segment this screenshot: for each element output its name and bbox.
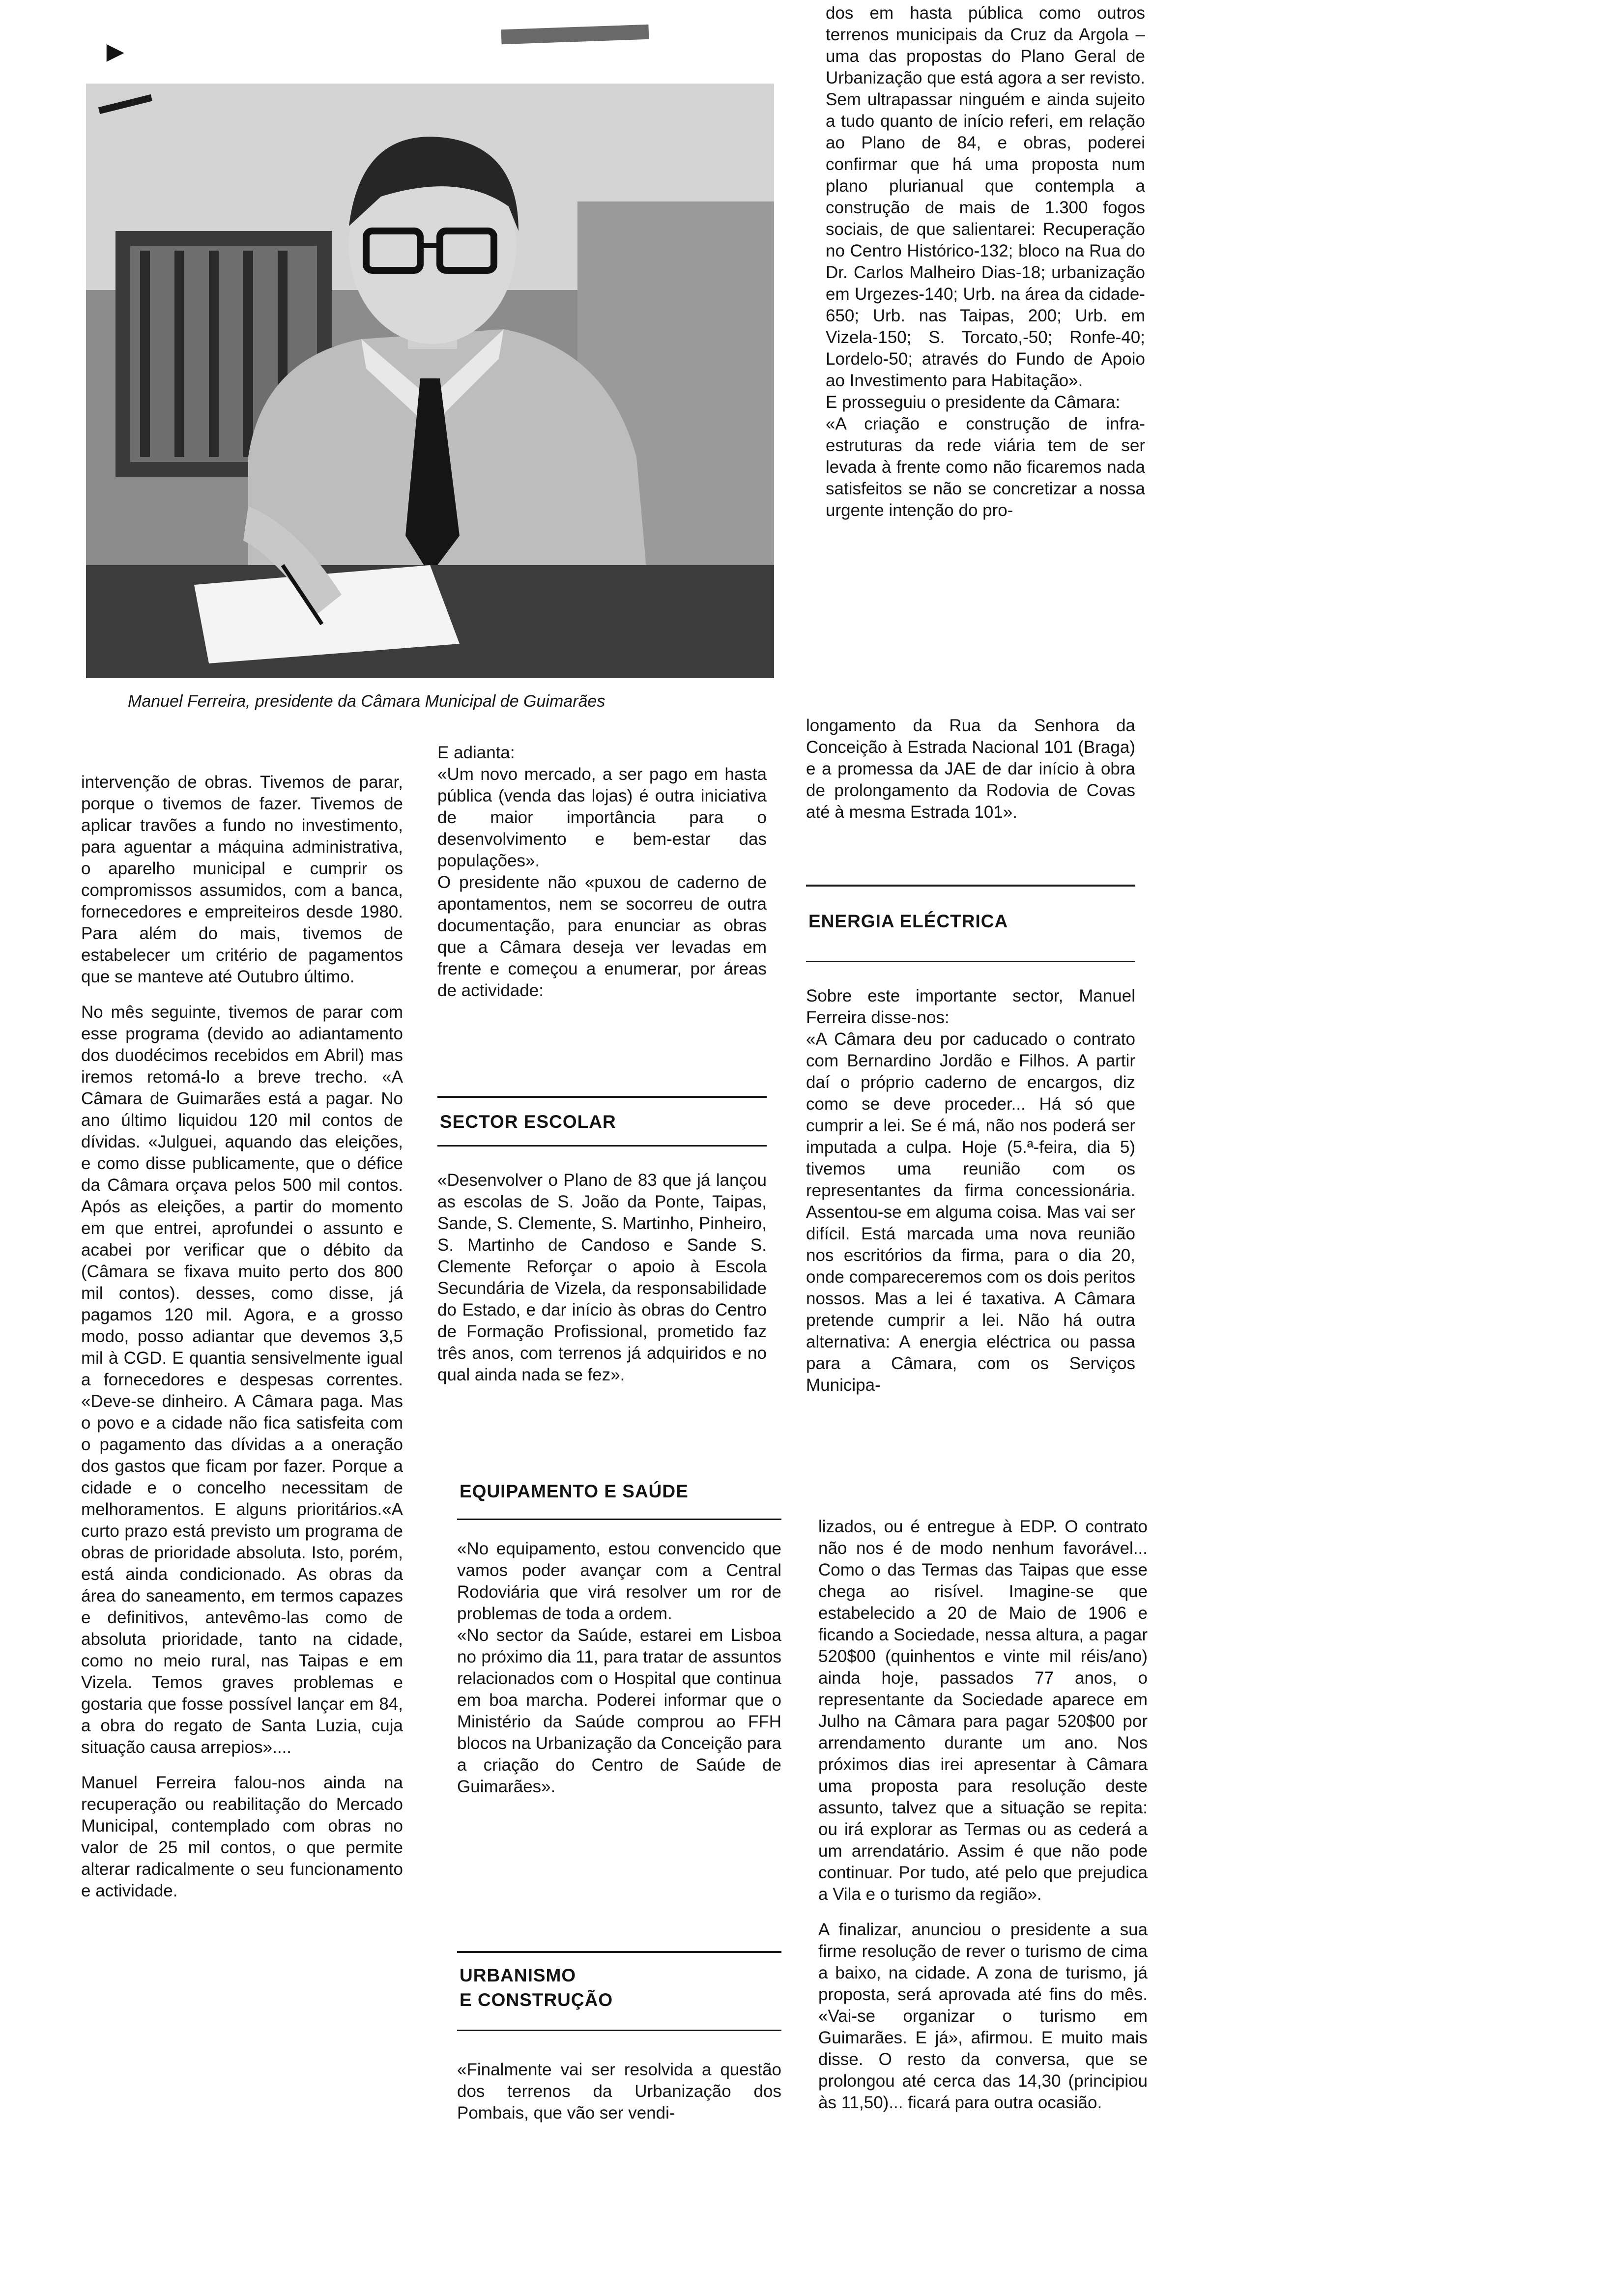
column-3-continued — [806, 715, 1135, 877]
urbanismo-text — [457, 2059, 781, 2157]
energia-text — [806, 985, 1135, 1477]
section-heading: E CONSTRUÇÃO — [460, 1990, 613, 2010]
paragraph: «Finalmente vai ser resolvida a questão dos terrenos da Urbanização dos Pombais, que vão ser vendi- — [457, 2060, 781, 2123]
section-heading: ENERGIA ELÉCTRICA — [808, 911, 1008, 931]
paragraph: O presidente não «puxou de caderno de apontamentos, nem se socorreu de outra documentação, para enunciar as obras que a Câmara deseja ver levadas em frente e começou a enumerar, por áreas de actividade: — [437, 873, 767, 1000]
paragraph: lizados, ou é entregue à EDP. O contrato não nos é de modo nenhum favorável... Como o das Termas das Taipas que esse chega ao risível. Imagine-se que estabelecido a 20 de Maio de 1906 e ficando a Sociedade, nessa altura, a pagar 520$00 (quinhentos e vinte mil réis/ano) ainda hoje, passados 77 anos, o representante da Sociedade aparece em Julho na Câmara para pagar 520$00 por arrendamento durante um ano. Nos próximos dias irei apresentar à Câmara uma proposta para resolução deste assunto, talvez que a situação se repita: ou irá explorar as Termas ou as cederá a um arrendatário. Assim é que não pode continuar. Por tudo, até pelo que prejudica a Vila e o turismo da região». — [818, 1517, 1148, 1904]
paragraph: intervenção de obras. Tivemos de parar, porque o tivemos de fazer. Tivemos de aplicar travões a fundo no investimento, para aguentar a máquina administrativa, o aparelho municipal e cumprir os compromissos assumidos, com a banca, fornecedores e empreiteiros desde 1980. Para além do mais, tivemos de estabelecer um critério de pagamentos que se manteve até Outubro último. — [81, 773, 403, 986]
paragraph: A finalizar, anunciou o presidente a sua firme resolução de rever o turismo de cima a baixo, na cidade. A zona de turismo, já proposta, será aprovada até fins do mês. «Vai-se organizar o turismo em Guimarães. E já», afirmou. E muito mais disse. O resto da conversa, que se prolongou até cerca das 14,30 (principiou às 11,50)... ficará para outra ocasião. — [818, 1920, 1148, 2112]
section-rule — [437, 1096, 767, 1098]
paragraph: No mês seguinte, tivemos de parar com esse programa (devido ao adiantamento dos duodécimos recebidos em Abril) mas iremos retomá-lo a breve trecho. «A Câmara de Guimarães está a pagar. No ano último liquidou 120 mil contos de dívidas. «Julguei, aquando das eleições, e como disse publicamente, que o défice da Câmara orçava pelos 500 mil contos. Após as eleições, a partir do momento em que entrei, aprofundei o assunto e acabei por verificar que o débito da (Câmara se fixava muito perto dos 800 mil contos). desses, como disse, já pagamos 120 mil. Agora, e a grosso modo, posso adiantar que devemos 3,5 mil à CGD. E quantia sensivelmente igual a fornecedores e despesas correntes. «Deve-se dinheiro. A Câmara paga. Mas o povo e a cidade não fica satisfeita com o pagamento das dívidas a a oneração dos gastos que ficam por fazer. Porque a cidade e o concelho necessitam de melhoramentos. E alguns prioritários.«A curto prazo está previsto um programa de obras de prioridade absoluta. Isto, porém, está ainda condicionado. As obras da área do saneamento, em termos capazes e definitivos, antevêmo-las como de absoluta prioridade, tanto na cidade, como no meio rural, nas Taipas e em Vizela. Temos graves problemas e gostaria que fosse possível lançar em 84, a obra do regato de Santa Luzia, cuja situação causa arrepios».... — [81, 1003, 403, 1757]
section-heading: URBANISMO — [460, 1965, 576, 1985]
photo-illustration — [86, 84, 774, 678]
section-rule — [437, 1145, 767, 1147]
paragraph: «Desenvolver o Plano de 83 que já lançou as escolas de S. João da Ponte, Taipas, Sande, S. Clemente, S. Martinho, Pinheiro, S. Martinho de Candoso e Sande S. Clemente Reforçar o apoio à Escola Secundária de Vizela, da responsabilidade do Estado, e dar início às obras do Centro de Formação Profissional, prometido faz três anos, com terrenos já adquiridos e no qual ainda nada se fez». — [437, 1171, 767, 1384]
column-1 — [81, 772, 403, 2207]
portrait-photo — [86, 84, 774, 678]
paragraph: «A criação e construção de infra-estruturas da rede viária tem de ser levada à frente como não ficaremos nada satisfeitos se não se concretizar a nossa urgente intenção do pro- — [826, 414, 1145, 520]
section-rule — [457, 2030, 781, 2031]
column-4 — [818, 1516, 1148, 2263]
equipamento-text — [457, 1538, 781, 1941]
section-rule — [457, 1519, 781, 1520]
photo-caption: Manuel Ferreira, presidente da Câmara Municipal de Guimarães — [128, 692, 605, 711]
print-mark: ► — [101, 35, 130, 68]
section-heading: SECTOR ESCOLAR — [440, 1112, 616, 1132]
paragraph: «No sector da Saúde, estarei em Lisboa no próximo dia 11, para tratar de assuntos relacionados com o Hospital que continua em boa marcha. Poderei informar que o Ministério da Saúde comprou ao FFH blocos na Urbanização da Conceição para a criação do Centro de Saúde de Guimarães». — [457, 1626, 781, 1796]
paragraph: E prosseguiu o presidente da Câmara: — [826, 393, 1121, 412]
column-3-top — [826, 2, 1145, 700]
paragraph: longamento da Rua da Senhora da Conceição à Estrada Nacional 101 (Braga) e a promessa da JAE de dar início à obra de prolongamento da Rodovia de Covas até à mesma Estrada 101». — [806, 716, 1135, 822]
section-rule — [806, 885, 1135, 887]
column-2-intro — [437, 742, 767, 1086]
paragraph: Manuel Ferreira falou-nos ainda na recuperação ou reabilitação do Mercado Municipal, contemplado com obras no valor de 25 mil contos, o que permite alterar radicalmente o seu funcionamento e actividade. — [81, 1773, 403, 1900]
sector-escolar-text — [437, 1170, 767, 1464]
section-heading: EQUIPAMENTO E SAÚDE — [460, 1481, 689, 1501]
print-mark — [501, 25, 649, 44]
paragraph: «No equipamento, estou convencido que vamos poder avançar com a Central Rodoviária que virá resolver um ror de problemas de toda a ordem. — [457, 1539, 781, 1623]
paragraph: Sobre este importante sector, Manuel Ferreira disse-nos: — [806, 986, 1135, 1027]
section-rule — [457, 1951, 781, 1953]
paragraph: E adianta: — [437, 743, 515, 762]
paragraph: dos em hasta pública como outros terrenos municipais da Cruz da Argola – uma das propostas do Plano Geral de Urbanização que está agora a ser revisto. Sem ultrapassar ninguém e ainda sujeito a tudo quanto de início referi, em relação ao Plano de 84, e obras, poderei confirmar que há uma proposta num plano plurianual que contempla a construção de mais de 1.300 fogos sociais, de que salientarei: Recuperação no Centro Histórico-132; bloco na Rua do Dr. Carlos Malheiro Dias-18; urbanização em Urgezes-140; Urb. na área da cidade-650; Urb. nas Taipas, 200; Urb. em Vizela-150; S. Torcato,-50; Ronfe-40; Lordelo-50; através do Fundo de Apoio ao Investimento para Habitação». — [826, 3, 1145, 390]
section-rule — [806, 961, 1135, 962]
paragraph: «Um novo mercado, a ser pago em hasta pública (venda das lojas) é outra iniciativa de maior importância para o desenvolvimento e bem-estar das populações». — [437, 765, 767, 870]
paragraph: «A Câmara deu por caducado o contrato com Bernardino Jordão e Filhos. A partir daí o próprio caderno de encargos, diz como se deve proceder... Há só que cumprir a lei. Se é má, não nos poderá ser imputada a culpa. Hoje (5.ª-feira, dia 5) tivemos uma reunião com os representantes da firma concessionária. Assentou-se em alguma coisa. Mas vai ser difícil. Está marcada uma nova reunião nos escritórios da firma, para o dia 20, onde compareceremos com os dois peritos nossos. Mas a lei é taxativa. A Câmara pretende cumprir a lei. Não há outra alternativa: A energia eléctrica ou passa para a Câmara, com os Serviços Municipa- — [806, 1030, 1135, 1395]
